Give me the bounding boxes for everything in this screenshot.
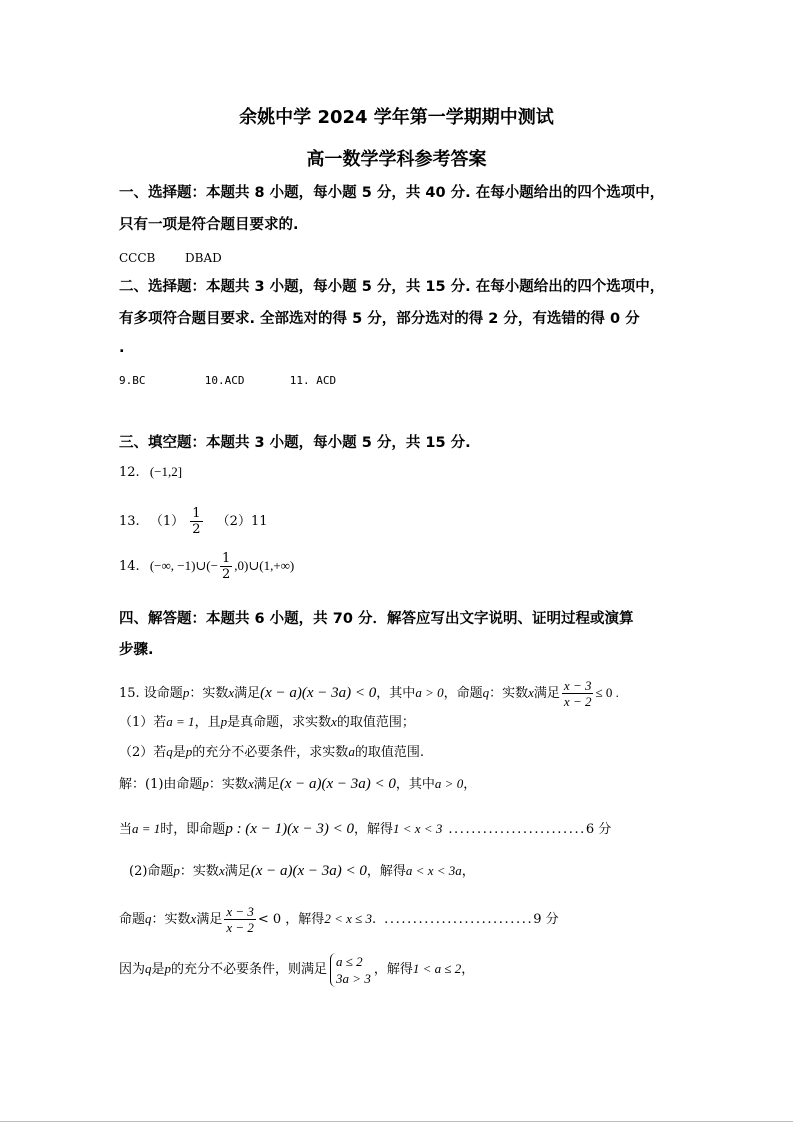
sol4-text-2: ：实数 — [151, 912, 191, 927]
sol1-var-p: p — [202, 776, 209, 791]
q15-solution-line3 — [119, 862, 475, 881]
answer-q9: 9.BC — [119, 374, 146, 387]
section4-heading-line2: 步骤. — [119, 642, 154, 658]
q14-answer-part2: ,0)∪(1,+∞) — [234, 558, 295, 573]
q15-var-q: q — [482, 685, 490, 700]
sol1-comma: ， — [463, 777, 477, 792]
q15-part2-var-a: a — [348, 744, 355, 759]
section2-answers — [119, 372, 336, 390]
answer-q11: 11. ACD — [289, 374, 337, 387]
sol2-text-3: ，解得 — [353, 822, 393, 837]
q15-solution-line4 — [119, 902, 559, 937]
sol1-text-4: ，其中 — [395, 777, 435, 792]
sol1-var-x: x — [247, 776, 254, 791]
sol4-period: . — [372, 912, 377, 927]
sol5-system-line2: 3a > 3 — [336, 970, 371, 986]
q15-var-x: x — [228, 685, 235, 700]
q15-var-p: p — [182, 685, 190, 700]
q15-part2-text-1: （2）若 — [119, 745, 167, 760]
sol1-condition: a > 0 — [434, 776, 464, 791]
sol4-score: 9 分 — [533, 912, 559, 927]
sol4-text-4: < 0 ，解得 — [257, 912, 325, 927]
sol5-text-3: 的充分不必要条件，则满足 — [171, 962, 328, 977]
section2-heading-line3: . — [119, 340, 125, 356]
sol3-text-3: 满足 — [224, 864, 251, 879]
q15-stem-text-7: 满足 — [533, 686, 560, 701]
q15-part2 — [119, 743, 424, 762]
section4-heading-line1: 四、解答题：本题共 6 小题，共 70 分．解答应写出文字说明、证明过程或演算 — [119, 611, 634, 627]
section1-heading-line1: 一、选择题：本题共 8 小题，每小题 5 分，共 40 分. 在每小题给出的四个选项中， — [119, 185, 665, 201]
answer-q14-line — [119, 549, 294, 584]
q15-stem-text-4: ，其中 — [376, 686, 416, 701]
q15-fraction-numerator: x − 3 — [563, 678, 592, 693]
q15-solution-line2 — [119, 820, 611, 839]
q12-answer: (−1,2] — [149, 464, 183, 479]
q13-fraction-denominator: 2 — [192, 522, 201, 537]
answers-1-4: CCCB — [119, 251, 156, 265]
sol4-var-x: x — [190, 911, 197, 926]
sol3-text-1: (2)命题 — [129, 864, 174, 879]
sol5-text-2: 是 — [151, 962, 165, 977]
sol1-text-1: 解：(1)由命题 — [119, 777, 203, 792]
sol3-var-x: x — [218, 863, 225, 878]
q14-answer-part1: (−∞, −1)∪(− — [149, 558, 218, 573]
sol3-comma: ， — [461, 864, 475, 879]
sol5-var-q: q — [145, 961, 152, 976]
page-subtitle: 高一数学学科参考答案 — [306, 149, 487, 170]
q15-fraction-denominator: x − 2 — [563, 694, 592, 709]
answer-q10: 10.ACD — [204, 374, 245, 387]
sol4-result: 2 < x ≤ 3 — [324, 911, 372, 926]
q15-part1-text-3: 是真命题，求实数 — [227, 715, 332, 730]
sol2-condition: a = 1 — [132, 821, 161, 836]
sol2-inequality: p : (x − 1)(x − 3) < 0 — [225, 821, 354, 837]
q15-stem-text-2: ：实数 — [189, 686, 229, 701]
sol1-text-3: 满足 — [253, 777, 280, 792]
section1-answers — [119, 249, 222, 267]
section2-heading-line1: 二、选择题：本题共 3 小题，每小题 5 分，共 15 分. 在每小题给出的四个选项中， — [119, 279, 665, 295]
q13-fraction-numerator: 1 — [192, 506, 201, 521]
sol5-system — [330, 953, 371, 987]
q15-stem-text-6: ：实数 — [489, 686, 529, 701]
sol3-text-2: ：实数 — [179, 864, 219, 879]
q15-part1-var-x: x — [331, 714, 337, 729]
section2-heading-line2: 有多项符合题目要求. 全部选对的得 5 分，部分选对的得 2 分，有选错的得 0 分 — [119, 311, 640, 327]
section1-heading-line2: 只有一项是符合题目要求的. — [119, 217, 299, 233]
q14-label: 14. — [119, 559, 140, 574]
q15-part2-var-p: p — [185, 744, 193, 759]
sol1-inequality: (x − a)(x − 3a) < 0 — [279, 776, 396, 792]
sol4-text-3: 满足 — [196, 912, 223, 927]
sol4-dot-leader: .......................... — [384, 912, 534, 927]
q13-fraction — [190, 506, 202, 537]
q15-stem-text-3: 满足 — [234, 686, 261, 701]
q13-part2: （2）11 — [216, 514, 268, 529]
q15-part1-var-p: p — [220, 714, 228, 729]
q15-part1-condition: a = 1 — [166, 714, 195, 729]
q15-part2-text-2: 是 — [172, 745, 186, 760]
q15-stem-text-5: ，命题 — [443, 686, 483, 701]
q14-fraction-numerator: 1 — [221, 551, 231, 566]
sol4-var-q: q — [145, 911, 152, 926]
sol3-result: a < x < 3a — [405, 863, 462, 878]
page-title: 余姚中学 2024 学年第一学期期中测试 — [239, 107, 554, 128]
q15-part1-text-1: （1）若 — [119, 715, 167, 730]
sol4-fraction-numerator: x − 3 — [226, 904, 254, 919]
q15-var-x-2: x — [528, 685, 534, 700]
sol2-text-1: 当 — [119, 822, 133, 837]
q12-label: 12. — [119, 465, 140, 480]
q15-stem-text-8: ≤ 0 . — [595, 685, 619, 700]
q15-part2-text-3: 的充分不必要条件，求实数 — [192, 745, 349, 760]
q15-part1-text-2: ，且 — [194, 715, 221, 730]
q15-part2-var-q: q — [166, 744, 173, 759]
sol5-var-p: p — [164, 961, 172, 976]
sol2-text-2: 时，即命题 — [160, 822, 226, 837]
sol5-text-4: ，解得 — [373, 962, 413, 977]
sol4-fraction — [224, 904, 256, 935]
q15-condition: a > 0 — [415, 685, 444, 700]
sol3-text-4: ，解得 — [366, 864, 406, 879]
sol4-fraction-denominator: x − 2 — [226, 920, 254, 935]
q14-fraction-denominator: 2 — [221, 567, 231, 582]
sol1-text-2: ：实数 — [208, 777, 248, 792]
q15-solution-line1 — [119, 775, 476, 794]
q13-part1-label: （1） — [149, 514, 185, 529]
sol3-inequality: (x − a)(x − 3a) < 0 — [250, 863, 367, 879]
answers-5-8: DBAD — [185, 251, 222, 265]
sol5-comma: ， — [461, 962, 475, 977]
q15-stem — [119, 676, 619, 711]
q15-solution-line5 — [119, 952, 474, 987]
sol5-text-1: 因为 — [119, 962, 146, 977]
q15-fraction-q — [562, 678, 594, 709]
answer-q13-line — [119, 505, 268, 539]
q15-part1-text-4: 的取值范围； — [336, 715, 415, 730]
sol2-score: 6 分 — [585, 822, 612, 837]
sol5-result: 1 < a ≤ 2 — [412, 961, 462, 976]
q14-fraction — [220, 551, 232, 582]
q15-part2-text-4: 的取值范围. — [354, 745, 424, 760]
q15-part1 — [119, 713, 415, 732]
sol4-text-1: 命题 — [119, 912, 146, 927]
sol2-result: 1 < x < 3 — [393, 821, 443, 836]
q15-stem-text-1: 15. 设命题 — [119, 686, 183, 701]
sol5-system-line1: a ≤ 2 — [336, 953, 363, 969]
sol3-var-p: p — [173, 863, 180, 878]
answer-q12-line — [119, 463, 182, 482]
section3-heading: 三、填空题：本题共 3 小题，每小题 5 分，共 15 分. — [119, 435, 471, 451]
q13-label: 13. — [119, 514, 140, 529]
sol2-dot-leader: ........................ — [448, 822, 586, 837]
q15-inequality-p: (x − a)(x − 3a) < 0 — [260, 685, 377, 701]
